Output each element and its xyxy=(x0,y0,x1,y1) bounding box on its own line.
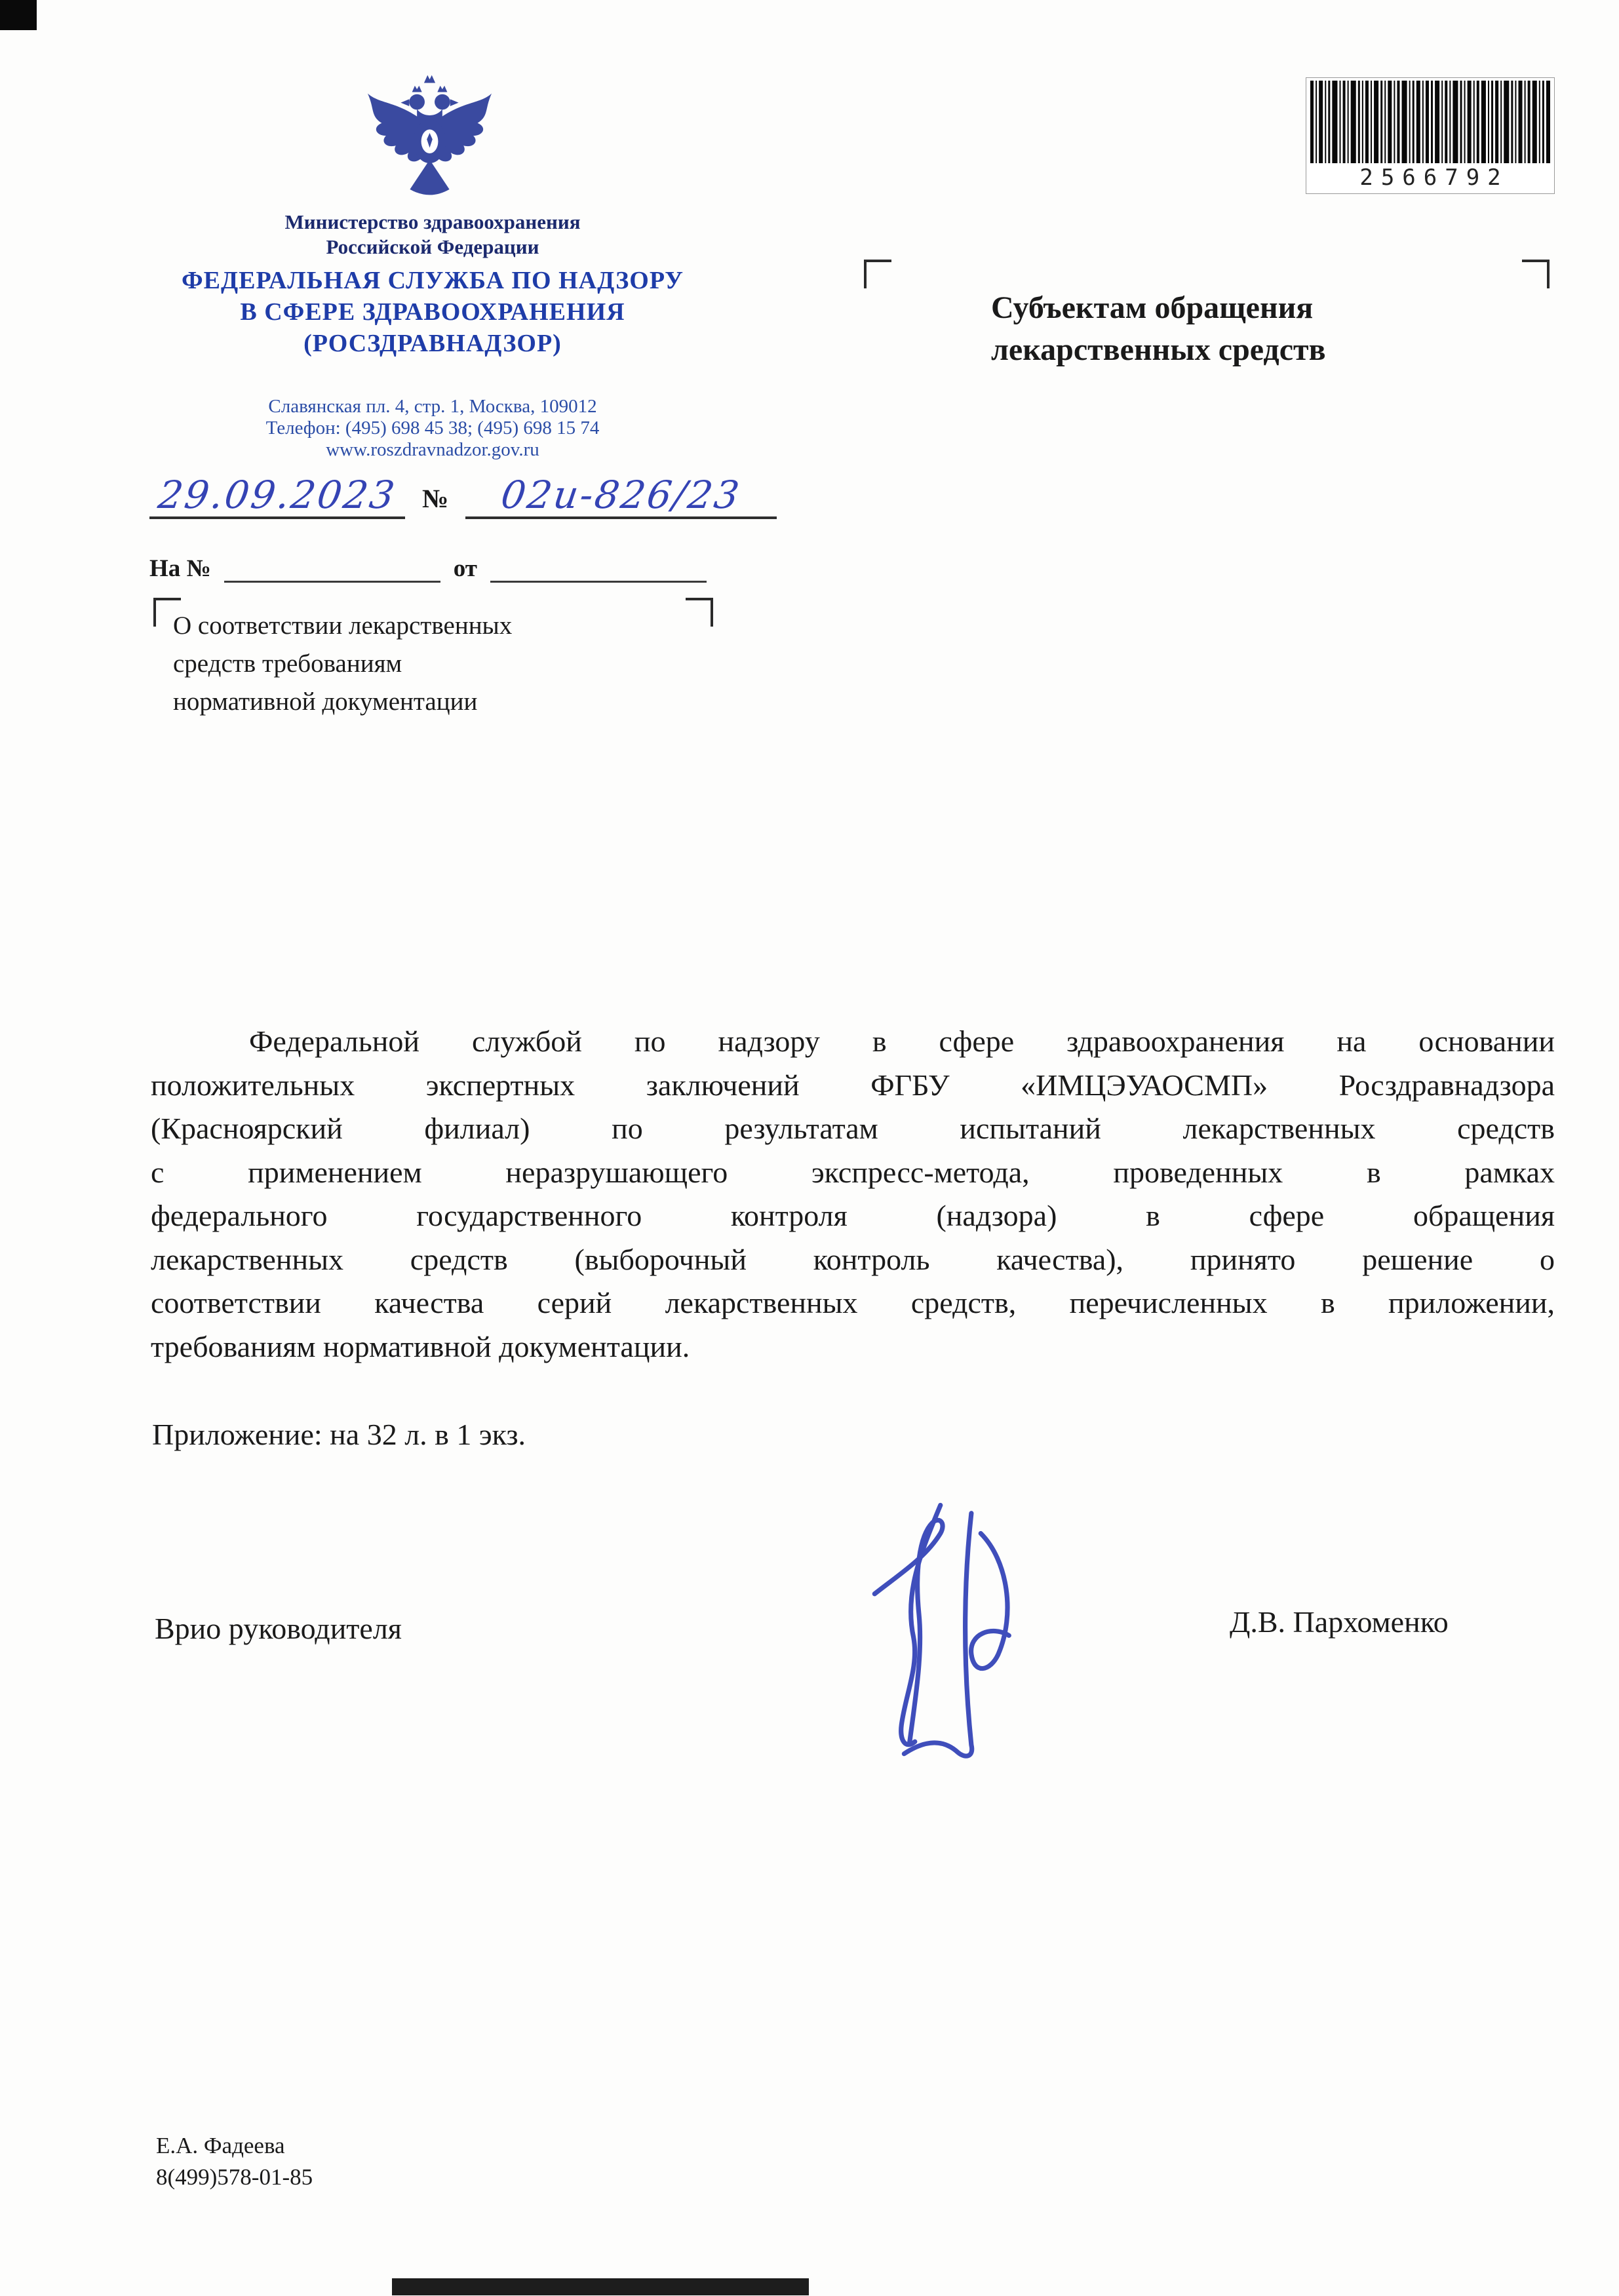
letter-date-field xyxy=(149,475,405,519)
body-line: федерального государственного контроля (надзора) в сфере обращения xyxy=(151,1199,1555,1232)
executor-block xyxy=(156,2130,313,2193)
body-line: с применением неразрушающего экспресс-метода, проведенных в рамках xyxy=(151,1155,1555,1189)
service-website: www.roszdravnadzor.gov.ru xyxy=(326,439,539,460)
reply-date-label: от xyxy=(453,555,477,582)
service-line: В СФЕРЕ ЗДРАВООХРАНЕНИЯ xyxy=(240,298,625,326)
barcode xyxy=(1306,77,1555,194)
subject-line: средств требованиям xyxy=(173,650,402,678)
subject-bracket-right-icon xyxy=(686,598,713,627)
service-name xyxy=(85,265,780,359)
letterhead-contacts xyxy=(105,396,760,461)
letter-subject xyxy=(173,607,512,721)
body-line: соответствии качества серий лекарственных средств, перечисленных в приложении, xyxy=(151,1286,1555,1319)
service-address: Славянская пл. 4, стр. 1, Москва, 109012 xyxy=(268,396,597,417)
date-number-line xyxy=(149,475,777,519)
barcode-number: 2566792 xyxy=(1359,165,1509,191)
body-line: (Красноярский филиал) по результатам испытаний лекарственных средств xyxy=(151,1112,1555,1145)
executor-name: Е.А. Фадеева xyxy=(156,2133,285,2158)
service-phone: Телефон: (495) 698 45 38; (495) 698 15 74 xyxy=(265,418,600,438)
ministry-line: Российской Федерации xyxy=(326,235,539,258)
scan-bottom-mark xyxy=(392,2278,809,2295)
reply-date-blank xyxy=(490,555,707,583)
service-line: (РОСЗДРАВНАДЗОР) xyxy=(303,330,562,357)
reply-number-blank xyxy=(224,555,440,583)
addressee-bracket-left-icon xyxy=(864,260,891,288)
ministry-line: Министерство здравоохранения xyxy=(284,210,581,233)
addressee-bracket-right-icon xyxy=(1522,260,1550,288)
body-line: Федеральной службой по надзору в сфере здравоохранения на основании xyxy=(249,1024,1555,1058)
reply-reference-line xyxy=(149,555,707,583)
signer-name: Д.В. Пархоменко xyxy=(1230,1605,1449,1639)
addressee-line: лекарственных средств xyxy=(991,332,1326,367)
body-line: требованиям нормативной документации. xyxy=(151,1329,690,1363)
letter-date-handwritten: 29.09.2023 xyxy=(155,473,399,517)
reply-number-label: На № xyxy=(149,555,211,582)
ministry-name xyxy=(105,210,760,260)
body-paragraph xyxy=(151,1020,1555,1369)
letter-number-handwritten: 02и-826/23 xyxy=(498,473,744,517)
scan-corner-mark xyxy=(0,0,37,30)
signer-position: Врио руководителя xyxy=(155,1612,402,1645)
number-sign: № xyxy=(422,484,449,513)
subject-line: О соответствии лекарственных xyxy=(173,612,513,640)
body-line: положительных экспертных заключений ФГБУ «ИМЦЭУАОСМП» Росздравнадзора xyxy=(151,1068,1555,1102)
body-line: лекарственных средств (выборочный контроль качества), принято решение о xyxy=(151,1242,1555,1276)
coat-of-arms-icon xyxy=(359,72,500,206)
addressee-line: Субъектам обращения xyxy=(991,290,1314,325)
barcode-bars-icon xyxy=(1310,81,1550,163)
addressee xyxy=(991,287,1326,371)
attachment-note: Приложение: на 32 л. в 1 экз. xyxy=(152,1418,526,1451)
letter-number-field xyxy=(465,475,777,519)
subject-line: нормативной документации xyxy=(173,688,478,716)
signature-icon xyxy=(839,1493,1055,1762)
executor-phone: 8(499)578-01-85 xyxy=(156,2164,313,2190)
service-line: ФЕДЕРАЛЬНАЯ СЛУЖБА ПО НАДЗОРУ xyxy=(182,267,684,294)
